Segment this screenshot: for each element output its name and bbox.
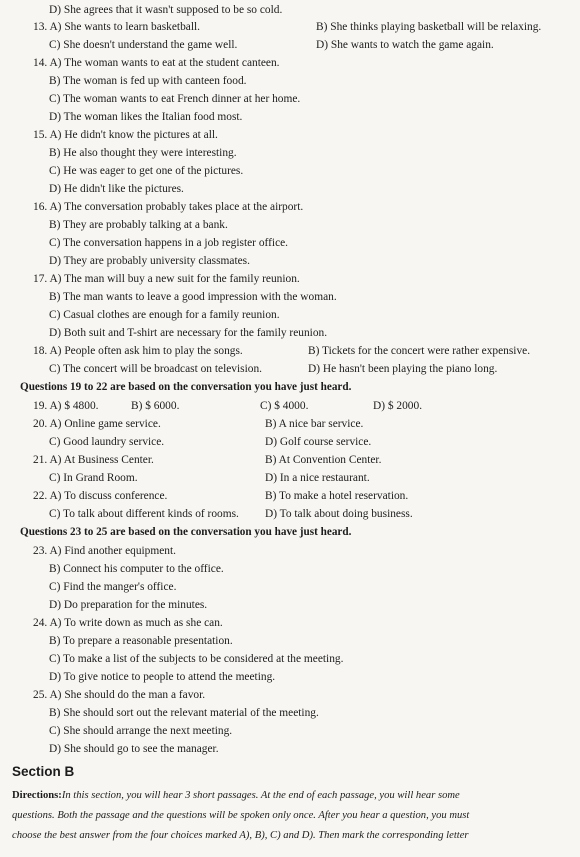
option-text: B) The man wants to leave a good impression with the woman. — [49, 291, 337, 303]
option-text: C) Find the manger's office. — [49, 581, 177, 593]
answer-line — [0, 109, 575, 126]
option-text: 23. A) Find another equipment. — [33, 545, 176, 557]
option-text: B) Tickets for the concert were rather expensive. — [308, 345, 531, 357]
option-text: D) She wants to watch the game again. — [316, 39, 494, 51]
option-text: C) $ 4000. — [260, 400, 309, 412]
answer-line — [0, 199, 575, 216]
answer-line — [0, 325, 575, 342]
answer-line — [0, 669, 575, 686]
option-text: 14. A) The woman wants to eat at the student canteen. — [33, 57, 280, 69]
answer-line — [0, 289, 575, 306]
option-text: D) He didn't like the pictures. — [49, 183, 184, 195]
answer-line — [0, 705, 575, 722]
answer-line — [0, 579, 575, 596]
answer-line — [0, 470, 575, 487]
answer-line — [0, 434, 575, 451]
answer-line — [0, 91, 575, 108]
option-text: D) Both suit and T-shirt are necessary for the family reunion. — [49, 327, 328, 339]
option-text: 15. A) He didn't know the pictures at all. — [33, 129, 218, 141]
directions-text: questions. Both the passage and the questions will be spoken only once. After you hear a question, you must — [12, 810, 470, 821]
answer-line — [0, 163, 575, 180]
option-text: 20. A) Online game service. — [33, 418, 161, 430]
answer-line — [0, 506, 575, 523]
option-text: C) The woman wants to eat French dinner at her home. — [49, 93, 301, 105]
answer-line — [0, 416, 575, 433]
option-text: B) The woman is fed up with canteen food. — [49, 75, 247, 87]
option-text: 16. A) The conversation probably takes place at the airport. — [33, 201, 304, 213]
answer-line — [0, 37, 575, 54]
answer-line — [0, 633, 575, 650]
answer-line — [0, 561, 575, 578]
option-text: C) The concert will be broadcast on television. — [49, 363, 262, 375]
answer-line — [0, 615, 575, 632]
option-text: 13. A) She wants to learn basketball. — [33, 21, 201, 33]
answer-line — [0, 127, 575, 144]
directions-line — [12, 788, 580, 804]
option-text: D) They are probably university classmates. — [49, 255, 250, 267]
answer-line — [0, 253, 575, 270]
option-text: C) The conversation happens in a job register office. — [49, 237, 289, 249]
option-text: 22. A) To discuss conference. — [33, 490, 168, 502]
option-text: 19. A) $ 4800. — [33, 400, 99, 412]
option-text: B) To make a hotel reservation. — [265, 490, 409, 502]
option-text: D) To give notice to people to attend the meeting. — [49, 671, 276, 683]
option-text: D) Do preparation for the minutes. — [49, 599, 208, 611]
option-text: B) At Convention Center. — [265, 454, 382, 466]
option-text: B) $ 6000. — [131, 400, 180, 412]
option-text: C) Good laundry service. — [49, 436, 165, 448]
option-text: 21. A) At Business Center. — [33, 454, 154, 466]
directions-text: choose the best answer from the four choices marked A), B), C) and D). Then mark the corresponding letter — [12, 830, 469, 841]
option-text: B) To prepare a reasonable presentation. — [49, 635, 233, 647]
option-text: B) She thinks playing basketball will be relaxing. — [316, 21, 542, 33]
answer-line — [0, 145, 575, 162]
answer-line — [0, 723, 575, 740]
option-text: D) She agrees that it wasn't supposed to be so cold. — [49, 4, 283, 16]
directions-text: In this section, you will hear 3 short passages. At the end of each passage, you will hear some — [61, 790, 460, 801]
directions-label: Directions: — [12, 790, 62, 801]
answer-line — [0, 741, 575, 758]
answer-line — [0, 452, 575, 469]
option-text: 24. A) To write down as much as she can. — [33, 617, 223, 629]
questions-header: Questions 23 to 25 are based on the conversation you have just heard. — [20, 526, 352, 538]
option-text: D) Golf course service. — [265, 436, 372, 448]
option-text: C) She doesn't understand the game well. — [49, 39, 238, 51]
option-text: C) To make a list of the subjects to be considered at the meeting. — [49, 653, 344, 665]
option-text: B) A nice bar service. — [265, 418, 364, 430]
answer-line — [0, 55, 575, 72]
option-text: B) Connect his computer to the office. — [49, 563, 224, 575]
option-text: B) She should sort out the relevant material of the meeting. — [49, 707, 319, 719]
option-text: D) To talk about doing business. — [265, 508, 413, 520]
answer-line — [0, 307, 575, 324]
option-text: 25. A) She should do the man a favor. — [33, 689, 206, 701]
directions-line — [12, 808, 580, 824]
option-text: B) They are probably talking at a bank. — [49, 219, 228, 231]
directions-line — [12, 828, 580, 844]
section-title: Section B — [12, 764, 75, 779]
answer-line — [0, 597, 575, 614]
answer-line — [0, 217, 575, 234]
option-text: C) To talk about different kinds of rooms. — [49, 508, 239, 520]
answer-line — [0, 398, 575, 415]
option-text: C) He was eager to get one of the pictures. — [49, 165, 244, 177]
option-text: C) She should arrange the next meeting. — [49, 725, 233, 737]
option-text: D) The woman likes the Italian food most. — [49, 111, 243, 123]
answer-line — [0, 488, 575, 505]
answer-line — [0, 19, 575, 36]
option-text: C) Casual clothes are enough for a family reunion. — [49, 309, 280, 321]
answer-line — [0, 651, 575, 668]
answer-line — [0, 361, 575, 378]
answer-line — [0, 271, 575, 288]
answer-line — [0, 687, 575, 704]
answer-line — [0, 181, 575, 198]
option-text: D) She should go to see the manager. — [49, 743, 219, 755]
questions-header: Questions 19 to 22 are based on the conversation you have just heard. — [20, 381, 352, 393]
option-text: D) In a nice restaurant. — [265, 472, 370, 484]
option-text: C) In Grand Room. — [49, 472, 138, 484]
option-text: D) $ 2000. — [373, 400, 423, 412]
option-text: 18. A) People often ask him to play the songs. — [33, 345, 243, 357]
answer-line — [0, 73, 575, 90]
answer-line — [0, 343, 575, 360]
answer-line — [0, 2, 575, 19]
answer-line — [0, 235, 575, 252]
option-text: 17. A) The man will buy a new suit for the family reunion. — [33, 273, 300, 285]
option-text: D) He hasn't been playing the piano long. — [308, 363, 498, 375]
answer-line — [0, 543, 575, 560]
option-text: B) He also thought they were interesting. — [49, 147, 237, 159]
